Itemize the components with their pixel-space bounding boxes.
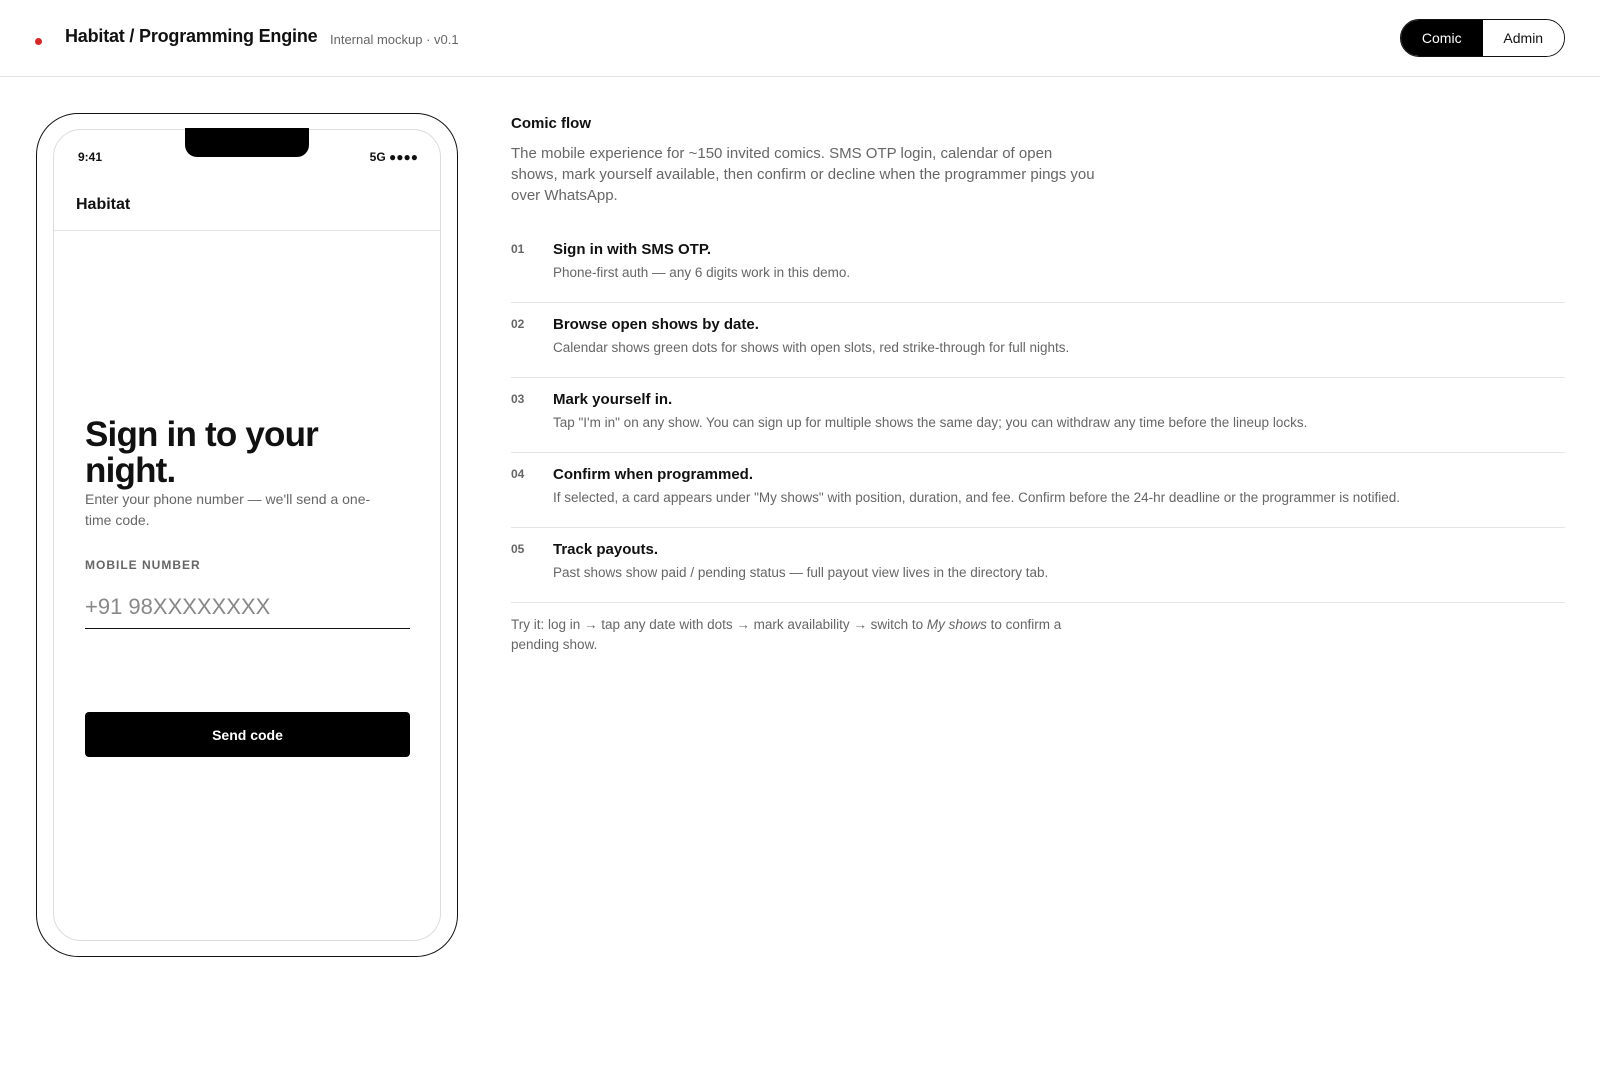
step-title: Track payouts.	[553, 541, 659, 558]
phone-notch	[185, 128, 309, 157]
mobile-number-input[interactable]	[85, 585, 410, 629]
step-description: If selected, a card appears under "My shows" with position, duration, and fee. Confirm before the 24-hr deadline or the programmer is notified.	[553, 490, 1401, 505]
try-it-emphasis: My shows	[926, 617, 987, 632]
step-number: 04	[511, 467, 525, 481]
step-description: Tap "I'm in" on any show. You can sign up for multiple shows the same day; you can withdraw any time before the lineup locks.	[553, 415, 1308, 430]
status-network: 5G ●●●●	[369, 150, 418, 164]
step-number: 02	[511, 317, 525, 331]
flow-title: Comic flow	[511, 115, 592, 132]
phone-frame	[36, 113, 458, 957]
step-item	[511, 378, 1565, 453]
mode-comic-button[interactable]: Comic	[1401, 20, 1483, 56]
mode-toggle	[1400, 19, 1565, 57]
step-description: Past shows show paid / pending status — full payout view lives in the directory tab.	[553, 565, 1049, 580]
phone-screen	[53, 129, 441, 941]
signin-title: Sign in to your night.	[85, 415, 318, 490]
step-description: Phone-first auth — any 6 digits work in this demo.	[553, 265, 851, 280]
mode-admin-button[interactable]: Admin	[1483, 20, 1565, 56]
steps-list	[511, 228, 1565, 603]
app-title: Habitat / Programming Engine	[65, 26, 318, 46]
step-description: Calendar shows green dots for shows with open slots, red strike-through for full nights.	[553, 340, 1070, 355]
top-bar	[0, 0, 1600, 77]
flow-description: The mobile experience for ~150 invited comics. SMS OTP login, calendar of open shows, mark yourself available, then confirm or decline when the programmer pings you over WhatsApp.	[511, 145, 1095, 204]
step-number: 01	[511, 242, 525, 256]
step-title: Sign in with SMS OTP.	[553, 241, 712, 258]
step-item	[511, 303, 1565, 378]
phone-app-name: Habitat	[76, 196, 131, 213]
app-subtitle: Internal mockup · v0.1	[330, 32, 459, 47]
step-title: Mark yourself in.	[553, 391, 673, 408]
brand-dot-icon	[35, 38, 42, 45]
step-title: Browse open shows by date.	[553, 316, 759, 333]
step-number: 05	[511, 542, 525, 556]
try-it-note	[511, 615, 1091, 655]
status-time: 9:41	[78, 150, 103, 164]
step-item	[511, 228, 1565, 303]
step-item	[511, 528, 1565, 603]
step-title: Confirm when programmed.	[553, 466, 754, 483]
signin-description: Enter your phone number — we'll send a one-time code.	[85, 491, 371, 528]
try-it-suffix: to confirm a pending show.	[511, 617, 1062, 652]
mobile-number-label: MOBILE NUMBER	[85, 558, 201, 572]
step-number: 03	[511, 392, 525, 406]
step-item	[511, 453, 1565, 528]
send-code-button[interactable]: Send code	[85, 712, 410, 757]
try-it-prefix: Try it: log in → tap any date with dots → mark availability → switch to	[511, 617, 927, 632]
